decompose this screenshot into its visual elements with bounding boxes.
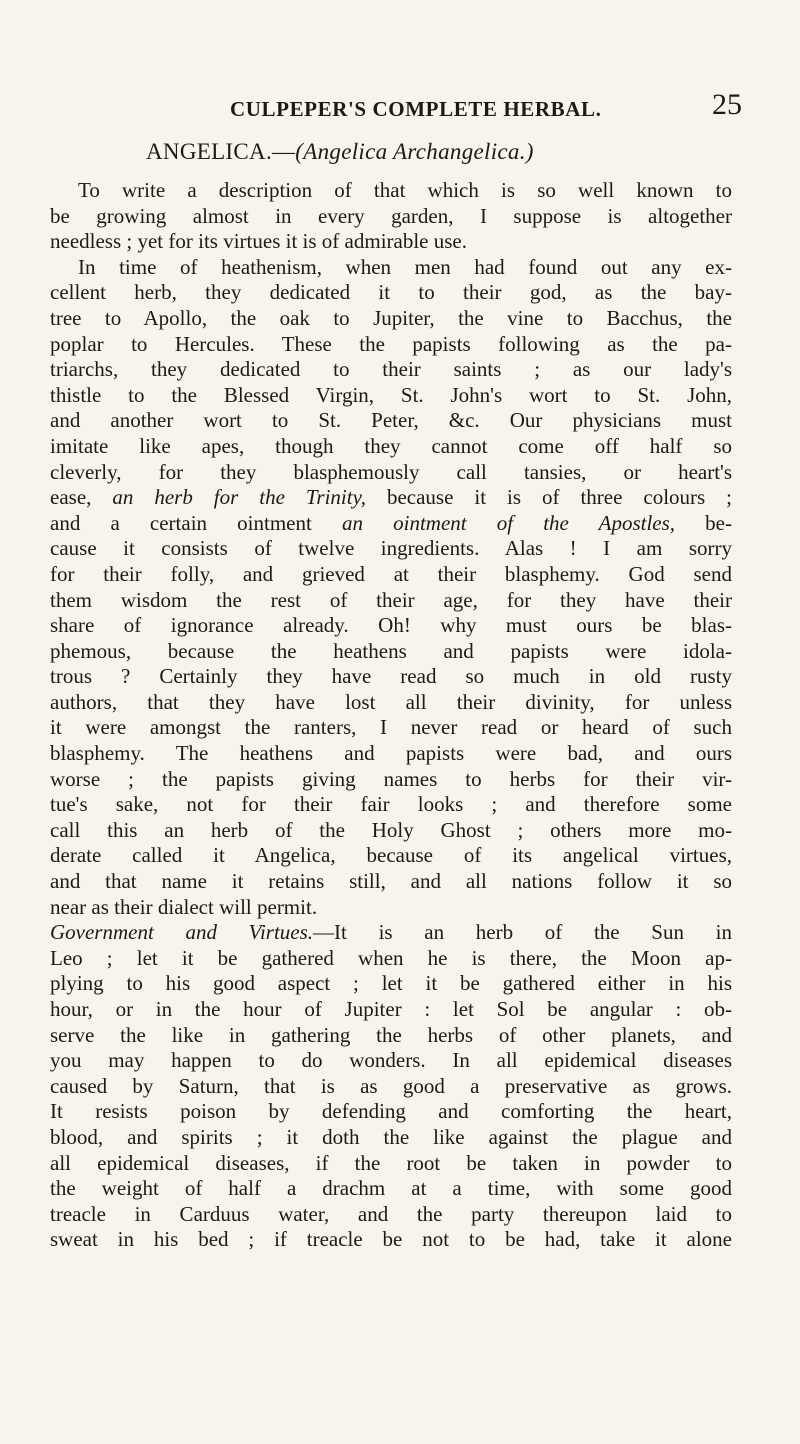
- text-line: them wisdom the rest of their age, for they have their: [50, 587, 732, 612]
- section-heading: Government and Virtues.: [50, 920, 314, 945]
- text-line: poplar to Hercules. These the papists following as the pa-: [50, 331, 732, 356]
- text-line: call this an herb of the Holy Ghost ; others more mo-: [50, 817, 732, 842]
- entry-title-latin: (Angelica Archangelica.): [295, 139, 534, 164]
- text-line: be growing almost in every garden, I suppose is altogether: [50, 203, 732, 228]
- text-line: In time of heathenism, when men had found out any ex-: [78, 254, 732, 279]
- text-line: cleverly, for they blasphemously call tansies, or heart's: [50, 459, 732, 484]
- text-line: Leo ; let it be gathered when he is there, the Moon ap-: [50, 945, 732, 970]
- section-heading-line: [50, 920, 732, 946]
- text-line: cellent herb, they dedicated it to their god, as the bay-: [50, 280, 732, 305]
- text-line: blasphemy. The heathens and papists were bad, and ours: [50, 741, 732, 766]
- text-line: plying to his good aspect ; let it be gathered either in his: [50, 971, 732, 996]
- text-fragment: and a certain ointment: [50, 510, 342, 535]
- text-line: all epidemical diseases, if the root be taken in powder to: [50, 1150, 732, 1175]
- text-line: caused by Saturn, that is as good a preservative as grows.: [50, 1073, 732, 1098]
- text-line: blood, and spirits ; it doth the like against the plague and: [50, 1124, 732, 1149]
- text-fragment: ease,: [50, 485, 113, 510]
- body-text: [50, 178, 732, 1253]
- text-line: tue's sake, not for their fair looks ; and therefore some: [50, 792, 732, 817]
- text-line: To write a description of that which is so well known to: [78, 178, 732, 202]
- text-fragment: be-: [675, 510, 732, 535]
- text-line: authors, that they have lost all their divinity, for unless: [50, 689, 732, 714]
- entry-title-name: ANGELICA.—: [146, 139, 296, 164]
- page-number: 25: [712, 88, 742, 121]
- text-line: cause it consists of twelve ingredients. Alas ! I am sorry: [50, 536, 732, 561]
- text-line: derate called it Angelica, because of its angelical virtues,: [50, 843, 732, 868]
- text-line: trous ? Certainly they have read so much in old rusty: [50, 664, 732, 689]
- text-line: share of ignorance already. Oh! why must ours be blas-: [50, 613, 732, 638]
- text-line: tree to Apollo, the oak to Jupiter, the vine to Bacchus, the: [50, 305, 732, 330]
- italic-phrase: an herb for the Trinity,: [112, 485, 366, 510]
- text-line: worse ; the papists giving names to herbs for their vir-: [50, 766, 732, 791]
- text-line: for their folly, and grieved at their blasphemy. God send: [50, 561, 732, 586]
- text-line: [50, 485, 732, 511]
- text-line: and that name it retains still, and all nations follow it so: [50, 869, 732, 894]
- text-fragment: because it is of three colours ;: [366, 485, 733, 510]
- text-line: serve the like in gathering the herbs of other planets, and: [50, 1022, 732, 1047]
- text-line: imitate like apes, though they cannot come off half so: [50, 433, 732, 458]
- text-line: phemous, because the heathens and papists were idola-: [50, 638, 732, 663]
- text-line: sweat in his bed ; if treacle be not to be had, take it alone: [50, 1227, 732, 1252]
- text-line: thistle to the Blessed Virgin, St. John's wort to St. John,: [50, 382, 732, 407]
- text-line: the weight of half a drachm at a time, with some good: [50, 1176, 732, 1201]
- text-line: [50, 511, 732, 537]
- text-line: near as their dialect will permit.: [50, 894, 318, 919]
- text-fragment: —It is an herb of the Sun in: [313, 920, 733, 945]
- text-line: hour, or in the hour of Jupiter : let Sol be angular : ob-: [50, 997, 732, 1021]
- text-line: you may happen to do wonders. In all epidemical diseases: [50, 1048, 732, 1073]
- text-line: It resists poison by defending and comforting the heart,: [50, 1099, 732, 1124]
- text-line: needless ; yet for its virtues it is of admirable use.: [50, 229, 467, 254]
- running-head: CULPEPER'S COMPLETE HERBAL.: [230, 97, 602, 121]
- italic-phrase: an ointment of the Apostles,: [341, 510, 676, 535]
- text-line: triarchs, they dedicated to their saints ; as our lady's: [50, 357, 732, 382]
- text-line: it were amongst the ranters, I never read or heard of such: [50, 715, 732, 740]
- text-line: and another wort to St. Peter, &c. Our physicians must: [50, 408, 732, 433]
- entry-title: [146, 139, 534, 165]
- text-line: treacle in Carduus water, and the party thereupon laid to: [50, 1201, 732, 1226]
